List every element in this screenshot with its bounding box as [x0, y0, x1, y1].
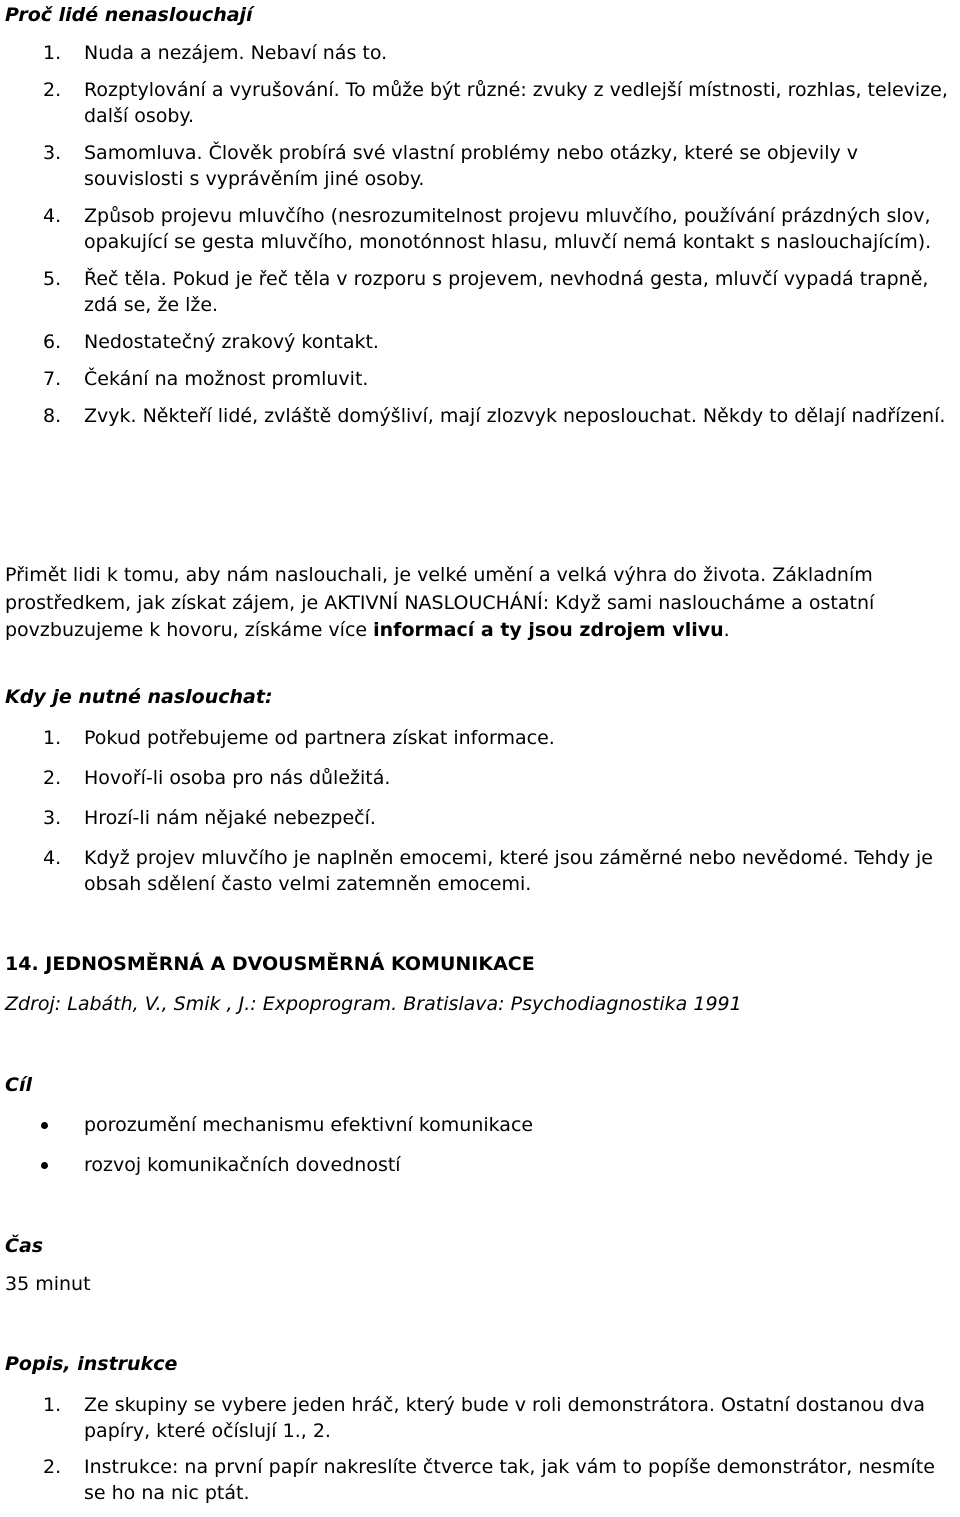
reasons-list — [0, 40, 960, 440]
list-item: 3. Samomluva. Člověk probírá své vlastní problémy nebo otázky, které se objevily v souvislosti s vyprávěním jiné osoby. — [43, 142, 859, 190]
list-item: porozumění mechanismu efektivní komunikace — [0, 1112, 960, 1152]
goal-heading: Cíl — [5, 1074, 32, 1096]
section-14-title: 14. JEDNOSMĚRNÁ A DVOUSMĚRNÁ KOMUNIKACE — [5, 953, 535, 975]
bullet-icon — [41, 1122, 48, 1129]
when-list — [0, 725, 960, 908]
list-item: 1. Nuda a nezájem. Nebaví nás to. — [43, 42, 388, 64]
time-value: 35 minut — [5, 1273, 91, 1295]
instructions-list — [0, 1392, 960, 1517]
list-item: 3. Hrozí-li nám nějaké nebezpečí. — [43, 807, 376, 829]
list-item: 6. Nedostatečný zrakový kontakt. — [43, 331, 379, 353]
section-heading-why-not-listen: Proč lidé nenaslouchají — [5, 4, 253, 26]
instructions-heading: Popis, instrukce — [5, 1353, 178, 1375]
list-item: 2. Rozptylování a vyrušování. To může být různé: zvuky z vedlejší místnosti, rozhlas, televize, další osoby. — [43, 79, 948, 127]
list-item: 2. Instrukce: na první papír nakreslíte čtverce tak, jak vám to popíše demonstrátor, nesmíte se ho na nic ptát. — [43, 1456, 935, 1504]
list-item: 4. Způsob projevu mluvčího (nesrozumitelnost projevu mluvčího, používání prázdných slov, opakující se gesta mluvčího, monotónnost hlasu, mluvčí nemá kontakt s naslouchajícím). — [43, 205, 932, 253]
list-item: 1. Pokud potřebujeme od partnera získat informace. — [43, 727, 555, 749]
section-heading-when-listen: Kdy je nutné naslouchat: — [5, 686, 273, 708]
list-item: 7. Čekání na možnost promluvit. — [43, 368, 369, 390]
list-item: 5. Řeč těla. Pokud je řeč těla v rozporu s projevem, nevhodná gesta, mluvčí vypadá trapně, zdá se, že lže. — [43, 268, 929, 316]
list-item: rozvoj komunikačních dovedností — [0, 1152, 960, 1192]
time-heading: Čas — [5, 1235, 44, 1257]
list-item: 4. Když projev mluvčího je naplněn emocemi, které jsou záměrné nebo nevědomé. Tehdy je obsah sdělení často velmi zatemněn emocemi. — [43, 847, 933, 895]
list-item: 8. Zvyk. Někteří lidé, zvláště domýšliví, mají zlozvyk neposlouchat. Někdy to dělají nadřízení. — [43, 405, 946, 427]
list-item: 2. Hovoří-li osoba pro nás důležitá. — [43, 767, 391, 789]
bullet-icon — [41, 1162, 48, 1169]
list-item: 1. Ze skupiny se vybere jeden hráč, který bude v roli demonstrátora. Ostatní dostanou dva papíry, které očíslují 1., 2. — [43, 1394, 926, 1442]
active-listening-paragraph: Přimět lidi k tomu, aby nám naslouchali, je velké umění a velká výhra do života. Základním prostředkem, jak získat zájem, je AKTIVNÍ NASLOUCHÁNÍ: Když sami nasloucháme a ostatní povzbuzujeme k hovoru, získáme více informací a ty jsou zdrojem vlivu. — [5, 564, 875, 641]
source-citation: Zdroj: Labáth, V., Smik , J.: Expoprogram. Bratislava: Psychodiagnostika 1991 — [5, 993, 742, 1015]
goal-bullets — [0, 1112, 960, 1192]
